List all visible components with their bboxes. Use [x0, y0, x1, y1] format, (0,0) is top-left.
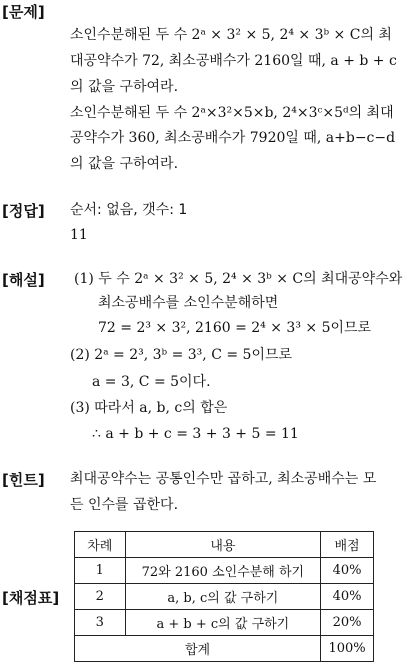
- rubric-row-score: 20%: [321, 610, 374, 636]
- rubric-row: [75, 584, 374, 610]
- rubric-row-content: a, b, c의 값 구하기: [125, 584, 320, 610]
- hint-label: [힌트]: [2, 471, 45, 489]
- rubric-label: [채점표]: [2, 589, 60, 607]
- problem-line-1: 소인수분해된 두 수 2ᵃ × 3² × 5, 2⁴ × 3ᵇ × C의 최: [70, 27, 392, 43]
- rubric-total-row: [75, 636, 374, 662]
- rubric-row-score: 40%: [321, 558, 374, 584]
- rubric-row-no: 3: [75, 610, 126, 636]
- rubric-row: [75, 610, 374, 636]
- problem-line-2: 대공약수가 72, 최소공배수가 2160일 때, a + b + c: [70, 53, 397, 69]
- rubric-row-content: 72와 2160 소인수분해 하기: [125, 558, 320, 584]
- problem-line-3: 의 값을 구하여라.: [70, 79, 179, 95]
- solution-line-5: a = 3, C = 5이다.: [92, 374, 211, 390]
- solution-line-7: ∴ a + b + c = 3 + 3 + 5 = 11: [92, 426, 299, 442]
- answer-line-1: 순서: 없음, 갯수: 1: [70, 202, 188, 218]
- answer-value: 11: [70, 227, 88, 243]
- rubric-row: [75, 558, 374, 584]
- problem-line-4: 소인수분해된 두 수 2ᵃ×3²×5×b, 2⁴×3ᶜ×5ᵈ의 최대: [70, 105, 394, 121]
- rubric-row-no: 2: [75, 584, 126, 610]
- rubric-row-score: 40%: [321, 584, 374, 610]
- problem-line-5: 공약수가 360, 최소공배수가 7920일 때, a+b−c−d: [70, 130, 396, 146]
- answer-label: [정답]: [2, 202, 45, 220]
- rubric-row-no: 1: [75, 558, 126, 584]
- rubric-header-row: [75, 532, 374, 558]
- rubric-total-label: 합계: [75, 636, 321, 662]
- rubric-header-no: 차례: [75, 532, 126, 558]
- solution-line-3: 72 = 2³ × 3², 2160 = 2⁴ × 3³ × 5이므로: [98, 320, 372, 336]
- problem-label: [문제]: [2, 3, 45, 21]
- rubric-header-score: 배점: [321, 532, 374, 558]
- hint-line-1: 최대공약수는 공통인수만 곱하고, 최소공배수는 모: [70, 471, 377, 487]
- rubric-row-content: a + b + c의 값 구하기: [125, 610, 320, 636]
- rubric-header-content: 내용: [125, 532, 320, 558]
- hint-line-2: 든 인수를 곱한다.: [70, 497, 179, 513]
- problem-line-6: 의 값을 구하여라.: [70, 156, 179, 172]
- solution-line-1: (1) 두 수 2ᵃ × 3² × 5, 2⁴ × 3ᵇ × C의 최대공약수와: [74, 271, 403, 287]
- solution-line-4: (2) 2ᵃ = 2³, 3ᵇ = 3³, C = 5이므로: [70, 347, 293, 363]
- solution-line-6: (3) 따라서 a, b, c의 합은: [70, 400, 228, 416]
- solution-line-2: 최소공배수를 소인수분해하면: [98, 295, 279, 311]
- rubric-table: [74, 531, 374, 662]
- solution-label: [해설]: [2, 271, 45, 289]
- rubric-total-score: 100%: [321, 636, 374, 662]
